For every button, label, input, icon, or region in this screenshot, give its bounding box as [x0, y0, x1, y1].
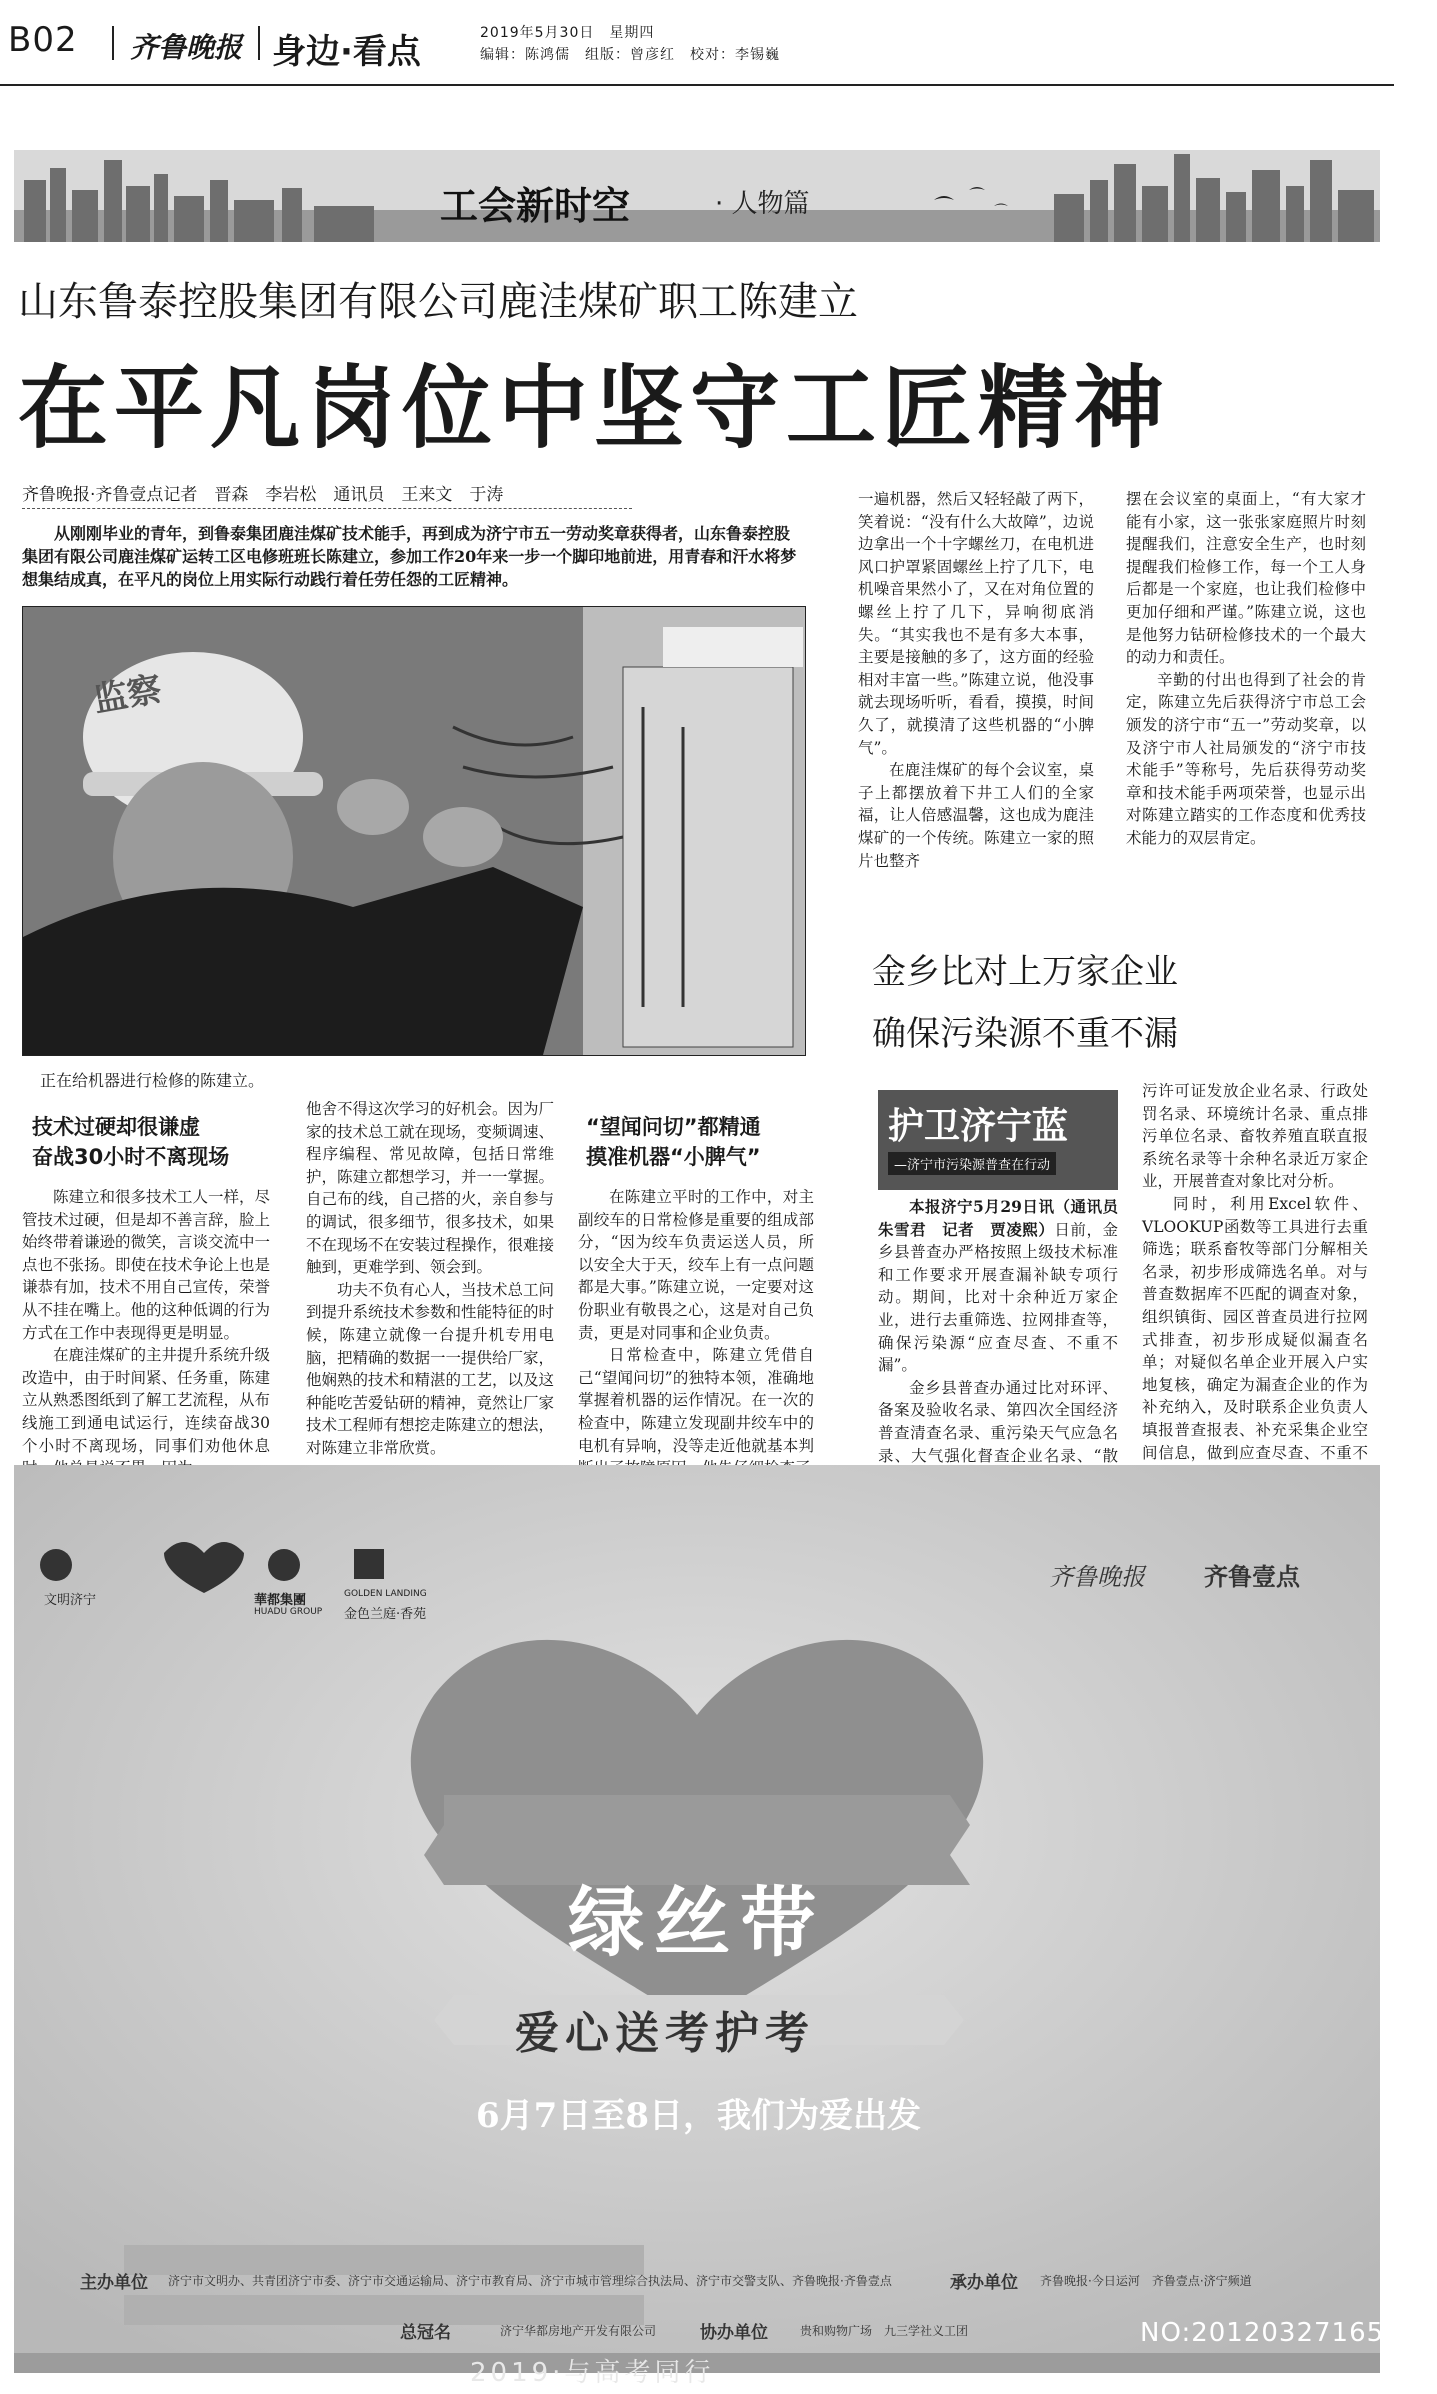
- paragraph: 金乡县普查办通过比对环评、备案及验收名录、第四次全国经济普查清查名录、重污染天气应急名录、大气强化督查企业名录、“散: [878, 1378, 1118, 1465]
- ad-host-text: 济宁市文明办、共青团济宁市委、济宁市交通运输局、济宁市教育局、济宁市城市管理综合执法局、济宁市交警支队、齐鲁晚报·齐鲁壹点: [168, 2274, 892, 2288]
- paragraph: 他舍不得这次学习的好机会。因为厂家的技术总工就在现场，变频调速、程序编程、常见故障，包括日常维护，陈建立都想学习，并一一掌握。自己布的线，自己搭的火，亲自参与的调试，很多细节，很多技术，如果不在现场不在安装过程操作，很难接触到，更难学到、领会到。: [306, 1100, 555, 1277]
- badge-subtitle: —济宁市污染源普查在行动: [888, 1152, 1056, 1175]
- section-name: 身边·看点: [272, 32, 421, 72]
- page-number: B02: [8, 20, 78, 60]
- paragraph: 辛勤的付出也得到了社会的肯定，陈建立先后获得济宁市总工会颁发的济宁市“五一”劳动奖章，以及济宁市人社局颁发的“济宁市技术能手”等称号，先后获得劳动奖章和技术能手两项荣誉，也显示出对陈建立踏实的工作态度和优秀技术能力的双层肯定。: [1126, 670, 1366, 847]
- dateline: 本报济宁5月29日讯（通讯员 朱雪君 记者 贾凌熙）: [878, 1197, 1134, 1239]
- ad-undertake-text: 齐鲁晚报·今日运河 齐鲁壹点·济宁频道: [1040, 2274, 1252, 2288]
- ad-host-label: 主办单位: [80, 2273, 148, 2293]
- editor-credits: 编辑：陈鸿儒 组版：曾彦红 校对：李锡巍: [480, 47, 780, 63]
- article-lead: 从刚刚毕业的青年，到鲁泰集团鹿洼煤矿技术能手，再到成为济宁市五一劳动奖章获得者，山东鲁泰控股集团有限公司鹿洼煤矿运转工区电修班班长陈建立，参加工作20年来一步一个脚印地前进，用青春和汗水将梦想集结成真，在平凡的岗位上用实际行动践行着任劳任怨的工匠精神。: [22, 524, 797, 589]
- side-article-column-2: [1142, 1080, 1368, 1487]
- subheading: “望闻问切”都精通 摸准机器“小脾气”: [586, 1115, 761, 1169]
- paragraph: 污许可证发放企业名录、行政处罚名录、环境统计名录、重点排污单位名录、畜牧养殖直联直报系统名录等十余种名录近万家企业，开展普查对象比对分析。: [1142, 1082, 1368, 1191]
- article-column-3: [578, 1112, 814, 1480]
- side-article-title-2: 确保污染源不重不漏: [872, 1014, 1178, 1054]
- ad-logo-label: 金色兰庭·香苑: [344, 1607, 427, 1622]
- paper-name: 齐鲁晚报: [130, 31, 243, 64]
- article-photo: [22, 606, 806, 1056]
- article-headline: 在平凡岗位中坚守工匠精神: [18, 356, 1170, 461]
- ad-serial-number: NO:20120327165656: [1140, 2318, 1437, 2348]
- banner-subtitle: · 人物篇: [715, 189, 810, 219]
- paragraph: 在鹿洼煤矿的每个会议室，桌子上都摆放着下井工人们的全家福，让人倍感温馨，这也成为鹿洼煤矿的一个传统。陈建立一家的照片也整齐: [858, 761, 1094, 870]
- issue-date: 2019年5月30日 星期四: [480, 25, 655, 41]
- article-column-5: [1126, 488, 1366, 850]
- ad-logo-label: 文明济宁: [44, 1593, 97, 1608]
- paragraph: 在陈建立平时的工作中，对主副绞车的日常检修是重要的组成部分，“因为绞车负责运送人员，所以安全大于天，绞车上有一点问题都是大事。”陈建立说，一定要对这份职业有敬畏之心，这是对自己负责，更是对同事和企业负责。: [578, 1188, 814, 1342]
- photo-caption: 正在给机器进行检修的陈建立。: [40, 1071, 265, 1090]
- ad-co-text: 贵和购物广场 九三学社义工团: [800, 2324, 969, 2338]
- ad-partner-logo: 齐鲁壹点: [1204, 1563, 1300, 1591]
- ad-undertake-label: 承办单位: [950, 2273, 1018, 2293]
- ad-logo-label: 華都集團: [254, 1593, 307, 1608]
- ad-sponsor-label: 总冠名: [400, 2323, 451, 2343]
- side-article-title-1: 金乡比对上万家企业: [872, 952, 1178, 992]
- paragraph: 摆在会议室的桌面上，“有大家才能有小家，这一张张家庭照片时刻提醒我们，注意安全生产，也时刻提醒我们检修工作，每一个工人身后都是一个家庭，也让我们检修中更加仔细和严谨。”陈建立说，这也是他努力钻研检修技术的一个最大的动力和责任。: [1126, 490, 1366, 667]
- ad-title: 绿丝带: [568, 1878, 826, 1967]
- ad-logo-sub: HUADU GROUP: [254, 1607, 323, 1617]
- paragraph: 一遍机器，然后又轻轻敲了两下，笑着说：“没有什么大故障”，边说边拿出一个十字螺丝刀，在电机进风口护罩紧固螺丝上拧了几下，电机噪音果然小了，又在对角位置的螺丝上拧了几下，异响彻底消失。“其实我也不是有多大本事，主要是接触的多了，这方面的经验相对丰富一些。”陈建立说，他没事就去现场听听，看看，摸摸，时间久了，就摸清了这些机器的“小脾气”。: [858, 490, 1094, 757]
- ad-logo-sub: GOLDEN LANDING: [344, 1589, 427, 1599]
- article-column-1: [22, 1112, 270, 1480]
- ad-date: 6月7日至8日，我们为爱出发: [476, 2096, 921, 2136]
- badge-title: 护卫济宁蓝: [888, 1106, 1069, 1147]
- ad-co-label: 协办单位: [700, 2323, 768, 2343]
- masthead-rule: [0, 84, 1394, 86]
- ad-subtitle: 爱心送考护考: [515, 2008, 815, 2059]
- paragraph: 在鹿洼煤矿的主井提升系统升级改造中，由于时间紧、任务重，陈建立从熟悉图纸到了解工艺流程，从布线施工到通电试运行，连续奋战30个小时不离现场，同事们劝他休息: [22, 1346, 271, 1455]
- paragraph: 陈建立和很多技术工人一样，尽管技术过硬，但是却不善言辞，脸上始终带着谦逊的微笑，言谈交流中一点也不张扬。即使在技术争论上也是谦恭有加，技术不用自己宣传，荣誉从不挂在嘴上。他的这种低调的行为方式在工作中表现得更是明显。: [22, 1188, 271, 1342]
- skyline-illustration: [14, 150, 1380, 242]
- paragraph: 日前，金乡县普查办严格按照上级技术标准和工作要求开展查漏补缺专项行动。期间，比对十余种近万家企业，进行去重筛选、拉网排查等，确保污染源“应查尽查、不重不漏”。: [878, 1220, 1118, 1375]
- article-byline: 齐鲁晚报·齐鲁壹点记者 晋森 李岩松 通讯员 王来文 于涛: [22, 485, 504, 505]
- helmet-label: 监察: [90, 669, 165, 721]
- article-column-2: [306, 1098, 554, 1460]
- campaign-badge: [878, 1090, 1118, 1190]
- column-banner: [14, 150, 1380, 242]
- ad-footer-slogan: 2019·与高考同行: [470, 2358, 715, 2388]
- banner-title: 工会新时空: [440, 184, 631, 228]
- paragraph: 日常检查中，陈建立凭借自己“望闻问切”的独特本领，准确地掌握着机器的运作情况。在一次的检查中，陈建立发现副井绞车中的电机有异响，没等走近他就基本判: [578, 1346, 814, 1455]
- subheading: 技术过硬却很谦虚 奋战30小时不离现场: [32, 1115, 230, 1169]
- paragraph: 功夫不负有心人，当技术总工问到提升系统技术参数和性能特征的时候，陈建立就像一台提升机专用电脑，把精确的数据一一提供给厂家，他娴熟的技术和精湛的工艺，以及这种能吃苦爱钻研的精神，竟然让厂家技术工程师有想挖走陈建立的想法，对陈建立非常欣赏。: [306, 1280, 555, 1457]
- ad-partner-logo: 齐鲁晚报: [1049, 1563, 1145, 1591]
- paragraph: 同时，利用Excel软件、VLOOKUP函数等工具进行去重筛选；联系畜牧等部门分解相关名录，初步形成筛选名单。对与普查数据库不匹配的调查对象，组织镇街、园区普查员进行拉网式排查，初步形成疑似漏查名单；对疑似名单企业开展入户实地复核，确定为漏查企业的作为补充纳入，及时联系企业负责人填报普查报表、补充采集企业空间信息，做到应查尽查、不重不: [1142, 1194, 1368, 1462]
- byline-rule: [22, 508, 632, 509]
- masthead-divider: [258, 26, 260, 60]
- masthead-divider: [112, 26, 114, 60]
- article-kicker: 山东鲁泰控股集团有限公司鹿洼煤矿职工陈建立: [18, 279, 858, 325]
- ad-sponsor-text: 济宁华都房地产开发有限公司: [500, 2324, 657, 2338]
- article-column-4: [858, 488, 1094, 872]
